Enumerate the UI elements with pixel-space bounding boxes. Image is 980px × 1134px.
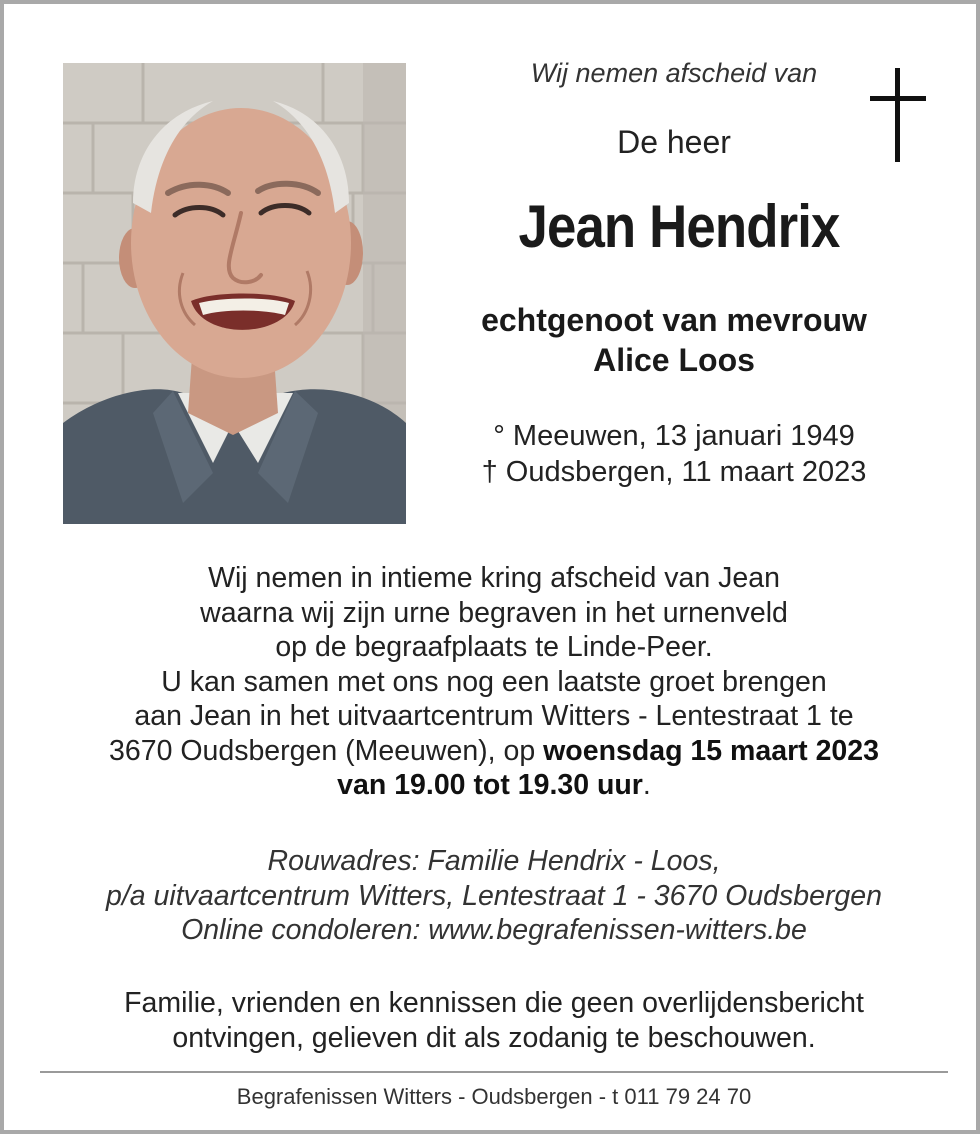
birth-date: ° Meeuwen, 13 januari 1949 <box>493 420 855 452</box>
ceremony-text <box>34 561 954 803</box>
portrait-photo <box>63 63 406 524</box>
notice-text <box>34 986 954 1055</box>
notice-line-1: Familie, vrienden en kennissen die geen overlijdensbericht <box>124 987 864 1019</box>
ceremony-period: . <box>642 769 651 801</box>
ceremony-line-5: aan Jean in het uitvaartcentrum Witters - Lentestraat 1 te <box>134 700 854 732</box>
spouse-block <box>424 300 924 380</box>
ceremony-line-3: op de begraafplaats te Linde-Peer. <box>275 631 713 663</box>
salutation: De heer <box>617 124 731 160</box>
condolence-link[interactable]: Online condoleren: www.begrafenissen-witters.be <box>181 914 807 946</box>
deceased-name: Jean Hendrix <box>518 193 840 260</box>
ceremony-date: woensdag 15 maart 2023 <box>543 734 879 767</box>
ceremony-line-7 <box>34 768 954 803</box>
intro-text: Wij nemen afscheid van <box>530 58 818 88</box>
ceremony-line-4: U kan samen met ons nog een laatste groet brengen <box>161 665 827 698</box>
ceremony-location: 3670 Oudsbergen (Meeuwen), op <box>109 734 544 767</box>
ceremony-line-6 <box>34 734 954 769</box>
footer-divider <box>40 1071 948 1073</box>
life-dates <box>424 418 924 490</box>
portrait-illustration <box>63 63 406 524</box>
address-line-2: p/a uitvaartcentrum Witters, Lentestraat 1 - 3670 Oudsbergen <box>106 879 882 912</box>
notice-line-2: ontvingen, gelieven dit als zodanig te beschouwen. <box>172 1021 816 1054</box>
spouse-line-1: echtgenoot van mevrouw <box>481 302 867 338</box>
ceremony-line-1: Wij nemen in intieme kring afscheid van Jean <box>208 562 780 594</box>
death-date: † Oudsbergen, 11 maart 2023 <box>481 456 867 488</box>
spouse-name: Alice Loos <box>593 342 755 378</box>
mourning-address <box>34 844 954 948</box>
funeral-home-footer: Begrafenissen Witters - Oudsbergen - t 011 79 24 70 <box>236 1084 752 1109</box>
ceremony-time: van 19.00 tot 19.30 uur <box>337 769 643 801</box>
ceremony-line-2: waarna wij zijn urne begraven in het urnenveld <box>200 596 788 629</box>
address-line-1: Rouwadres: Familie Hendrix - Loos, <box>267 845 721 877</box>
